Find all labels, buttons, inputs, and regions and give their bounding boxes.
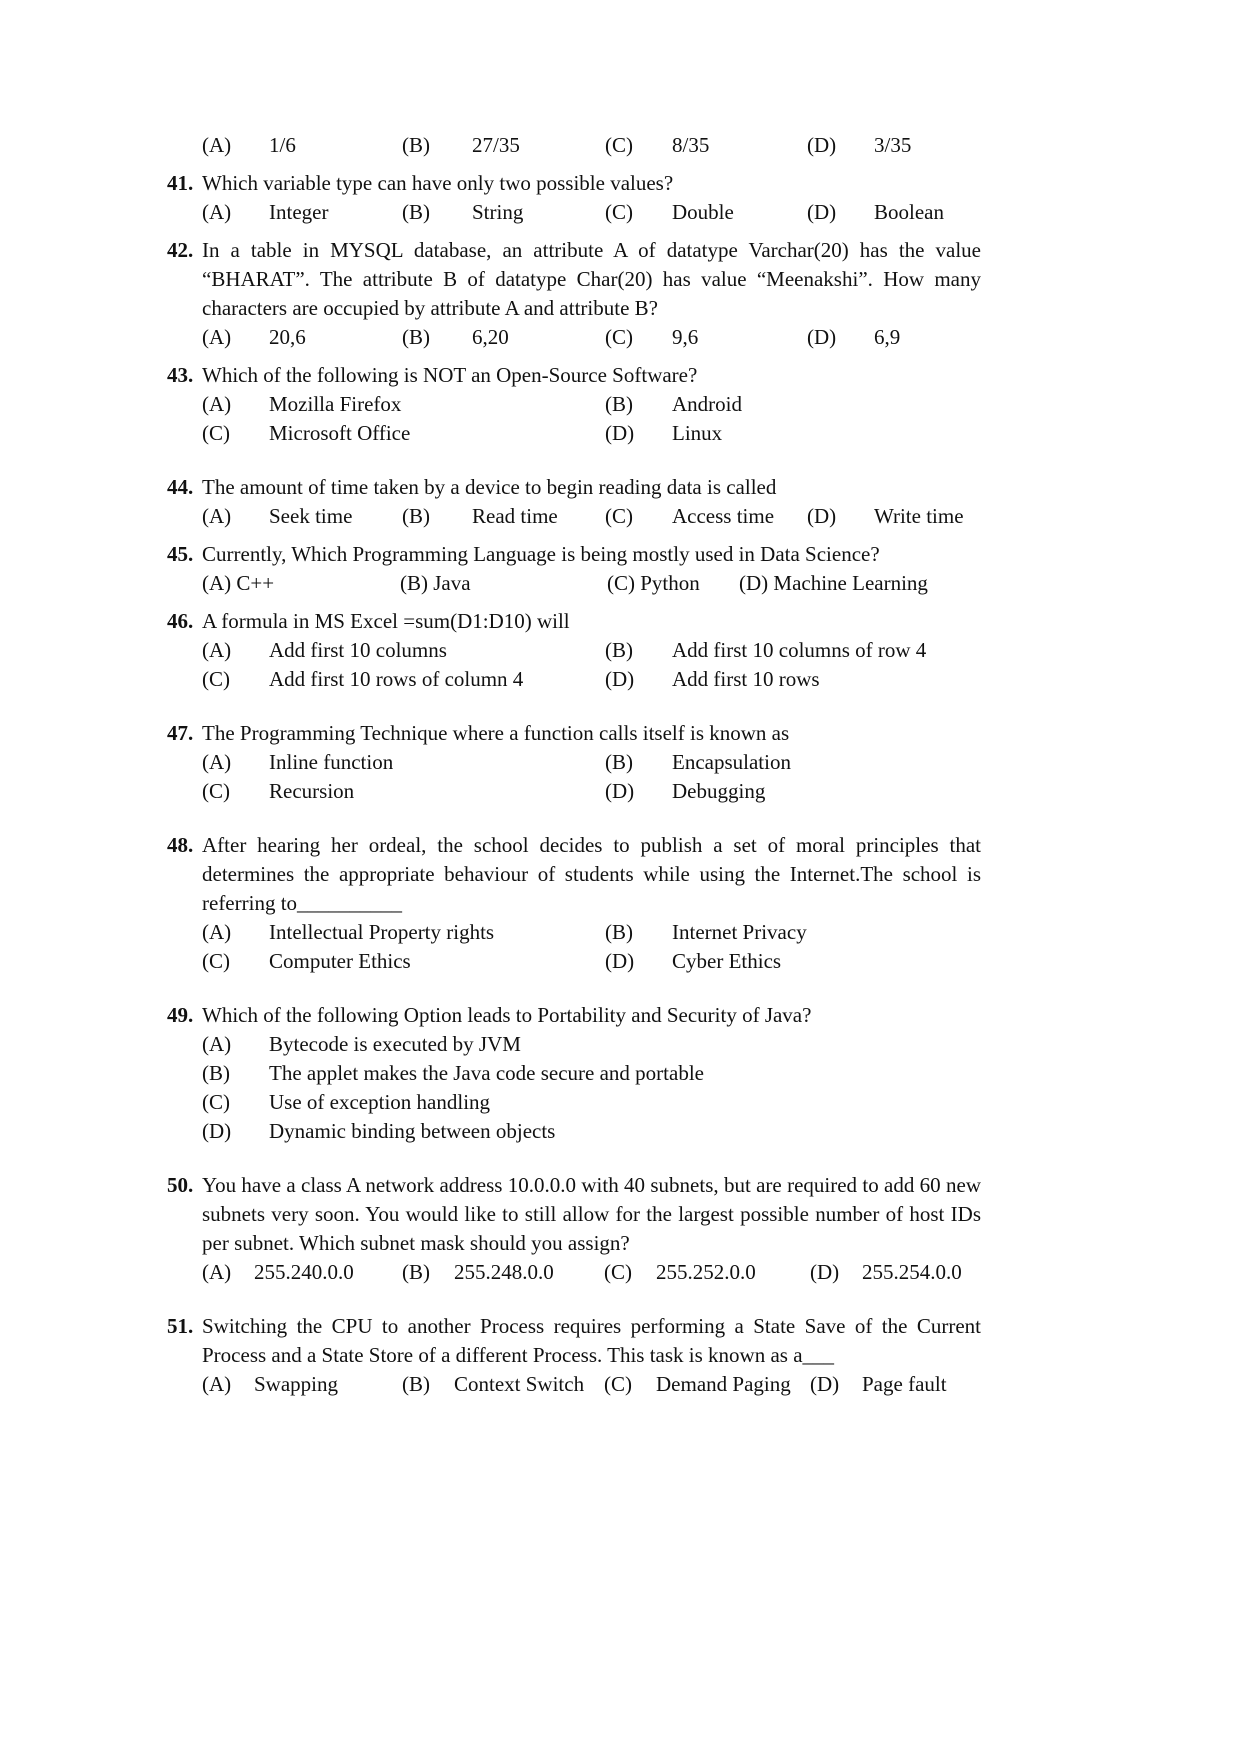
options-group <box>202 323 981 352</box>
question-line <box>167 831 981 918</box>
question-number: 41. <box>167 171 194 195</box>
option-text: 1/6 <box>269 133 296 157</box>
option-label: (D) <box>807 325 837 349</box>
option-label: (D) <box>605 949 635 973</box>
question-line <box>167 236 981 323</box>
option-text: Add first 10 columns <box>269 638 447 662</box>
question-text: After hearing her ordeal, the school decides to publish a set of moral principles that determines the appropriate behaviour of students while using the Internet.The school is referring to__________ <box>202 833 981 915</box>
question-number: 47. <box>167 721 194 745</box>
question-list <box>167 131 981 1399</box>
option-label: (D) <box>739 571 769 595</box>
question-text: The Programming Technique where a function calls itself is known as <box>202 721 790 745</box>
question-number: 51. <box>167 1314 194 1338</box>
option-text: 255.240.0.0 <box>254 1260 354 1284</box>
option-text: Add first 10 rows <box>672 667 820 691</box>
option-text: Read time <box>472 504 558 528</box>
option-text: 9,6 <box>672 325 699 349</box>
question-block <box>167 1312 981 1399</box>
option-text: Linux <box>672 421 723 445</box>
question-text: A formula in MS Excel =sum(D1:D10) will <box>202 609 570 633</box>
option-text: 8/35 <box>672 133 710 157</box>
option-text: Microsoft Office <box>269 421 411 445</box>
option-text: Demand Paging <box>656 1372 791 1396</box>
option-text: Seek time <box>269 504 353 528</box>
option-label: (C) <box>607 571 635 595</box>
option-text: 255.248.0.0 <box>454 1260 554 1284</box>
options-group <box>202 748 981 806</box>
option-label: (C) <box>604 1372 632 1396</box>
option-label: (C) <box>202 1090 230 1114</box>
options-group <box>202 502 981 531</box>
question-text: Which variable type can have only two possible values? <box>202 171 674 195</box>
option-label: (D) <box>807 133 837 157</box>
option-label: (B) <box>402 504 430 528</box>
option-label: (B) <box>202 1061 230 1085</box>
option-label: (C) <box>202 421 230 445</box>
question-number: 43. <box>167 363 194 387</box>
question-block <box>167 361 981 448</box>
option-label: (A) <box>202 504 232 528</box>
question-block <box>167 1001 981 1146</box>
option-label: (B) <box>400 571 428 595</box>
option-label: (A) <box>202 571 232 595</box>
option-label: (A) <box>202 1372 232 1396</box>
option-text: Double <box>672 200 734 224</box>
option-label: (D) <box>605 779 635 803</box>
option-text: 3/35 <box>874 133 912 157</box>
option-label: (B) <box>605 392 633 416</box>
question-line <box>167 719 981 748</box>
option-text: The applet makes the Java code secure and portable <box>269 1061 704 1085</box>
option-label: (C) <box>605 200 633 224</box>
option-text: Inline function <box>269 750 394 774</box>
option-text: Add first 10 rows of column 4 <box>269 667 524 691</box>
question-text: You have a class A network address 10.0.0.0 with 40 subnets, but are required to add 60 new subnets very soon. You would like to still allow for the largest possible number of host IDs per subnet. Which subnet mask should you assign? <box>202 1173 981 1255</box>
options-group <box>202 1030 981 1146</box>
option-text: Recursion <box>269 779 355 803</box>
option-text: Internet Privacy <box>672 920 807 944</box>
option-label: (D) <box>807 200 837 224</box>
option-text: Add first 10 columns of row 4 <box>672 638 927 662</box>
option-text: Cyber Ethics <box>672 949 782 973</box>
options-group <box>202 1370 981 1399</box>
option <box>400 569 607 598</box>
option <box>202 569 400 598</box>
option-text: 6,9 <box>874 325 901 349</box>
question-block <box>167 831 981 976</box>
question-text: Switching the CPU to another Process requires performing a State Save of the Current Process and a State Store of a different Process. This task is known as a___ <box>202 1314 981 1367</box>
option-label: (A) <box>202 920 232 944</box>
option-label: (B) <box>402 1260 430 1284</box>
option-label: (B) <box>402 133 430 157</box>
option-label: (C) <box>605 504 633 528</box>
option-label: (A) <box>202 392 232 416</box>
option-label: (A) <box>202 325 232 349</box>
option-text: Use of exception handling <box>269 1090 491 1114</box>
question-text: Which of the following is NOT an Open-Source Software? <box>202 363 698 387</box>
option-text: Intellectual Property rights <box>269 920 495 944</box>
option-text: Integer <box>269 200 329 224</box>
option-text: 255.254.0.0 <box>862 1260 962 1284</box>
question-text: In a table in MYSQL database, an attribute A of datatype Varchar(20) has the value “BHARAT”. The attribute B of datatype Char(20) has value “Meenakshi”. How many characters are occupied by attribute A and attribute B? <box>202 238 981 320</box>
question-number: 48. <box>167 833 194 857</box>
option <box>607 569 739 598</box>
options-group <box>202 636 981 694</box>
option-label: (A) <box>202 1260 232 1284</box>
option-label: (C) <box>604 1260 632 1284</box>
question-line <box>167 361 981 390</box>
option <box>739 569 981 598</box>
options-group <box>202 390 981 448</box>
option-text: Computer Ethics <box>269 949 411 973</box>
option-label: (A) <box>202 1032 232 1056</box>
option-label: (C) <box>202 779 230 803</box>
option-label: (B) <box>402 325 430 349</box>
option-text: Write time <box>874 504 964 528</box>
options-group <box>202 1258 981 1287</box>
option-label: (B) <box>605 920 633 944</box>
option-text: 27/35 <box>472 133 520 157</box>
question-line <box>167 473 981 502</box>
option-label: (D) <box>810 1260 840 1284</box>
option-text: 255.252.0.0 <box>656 1260 756 1284</box>
option-text: Debugging <box>672 779 766 803</box>
option-label: (A) <box>202 638 232 662</box>
option-label: (B) <box>605 750 633 774</box>
question-block <box>167 1171 981 1287</box>
option-text: Access time <box>672 504 775 528</box>
option-label: (D) <box>807 504 837 528</box>
question-number: 42. <box>167 238 194 262</box>
options-group <box>202 131 981 160</box>
option-label: (D) <box>605 667 635 691</box>
option-label: (A) <box>202 200 232 224</box>
option-text: Page fault <box>862 1372 947 1396</box>
question-block <box>167 236 981 352</box>
option-label: (C) <box>605 133 633 157</box>
question-line <box>167 169 981 198</box>
option-label: (C) <box>202 667 230 691</box>
options-group <box>202 918 981 976</box>
option-text: Python <box>640 571 700 595</box>
option-text: Dynamic binding between objects <box>269 1119 556 1143</box>
options-group <box>202 569 981 598</box>
option-text: Context Switch <box>454 1372 585 1396</box>
question-number: 45. <box>167 542 194 566</box>
question-line <box>167 1312 981 1370</box>
question-line <box>167 1171 981 1258</box>
question-line <box>167 607 981 636</box>
question-block <box>167 169 981 227</box>
option-text: Swapping <box>254 1372 338 1396</box>
option-label: (D) <box>605 421 635 445</box>
option-label: (B) <box>402 200 430 224</box>
option-text: Java <box>433 571 471 595</box>
option-label: (C) <box>605 325 633 349</box>
question-block <box>167 719 981 806</box>
option-label: (B) <box>402 1372 430 1396</box>
question-number: 50. <box>167 1173 194 1197</box>
option-text: C++ <box>236 571 275 595</box>
option-label: (A) <box>202 750 232 774</box>
question-text: The amount of time taken by a device to begin reading data is called <box>202 475 777 499</box>
question-block <box>167 473 981 531</box>
option-text: Boolean <box>874 200 944 224</box>
question-text: Which of the following Option leads to Portability and Security of Java? <box>202 1003 812 1027</box>
question-block <box>167 540 981 598</box>
option-label: (B) <box>605 638 633 662</box>
option-text: String <box>472 200 524 224</box>
question-line <box>167 540 981 569</box>
options-group <box>202 198 981 227</box>
question-block <box>167 131 981 160</box>
option-text: Mozilla Firefox <box>269 392 402 416</box>
question-number: 46. <box>167 609 194 633</box>
option-text: Android <box>672 392 742 416</box>
question-block <box>167 607 981 694</box>
option-label: (D) <box>810 1372 840 1396</box>
option-text: 20,6 <box>269 325 306 349</box>
question-text: Currently, Which Programming Language is being mostly used in Data Science? <box>202 542 880 566</box>
option-label: (A) <box>202 133 232 157</box>
option-label: (D) <box>202 1119 232 1143</box>
option-label: (C) <box>202 949 230 973</box>
option-text: Encapsulation <box>672 750 791 774</box>
question-number: 49. <box>167 1003 194 1027</box>
option-text: Machine Learning <box>773 571 928 595</box>
question-number: 44. <box>167 475 194 499</box>
question-line <box>167 1001 981 1030</box>
option-text: Bytecode is executed by JVM <box>269 1032 521 1056</box>
option-text: 6,20 <box>472 325 509 349</box>
